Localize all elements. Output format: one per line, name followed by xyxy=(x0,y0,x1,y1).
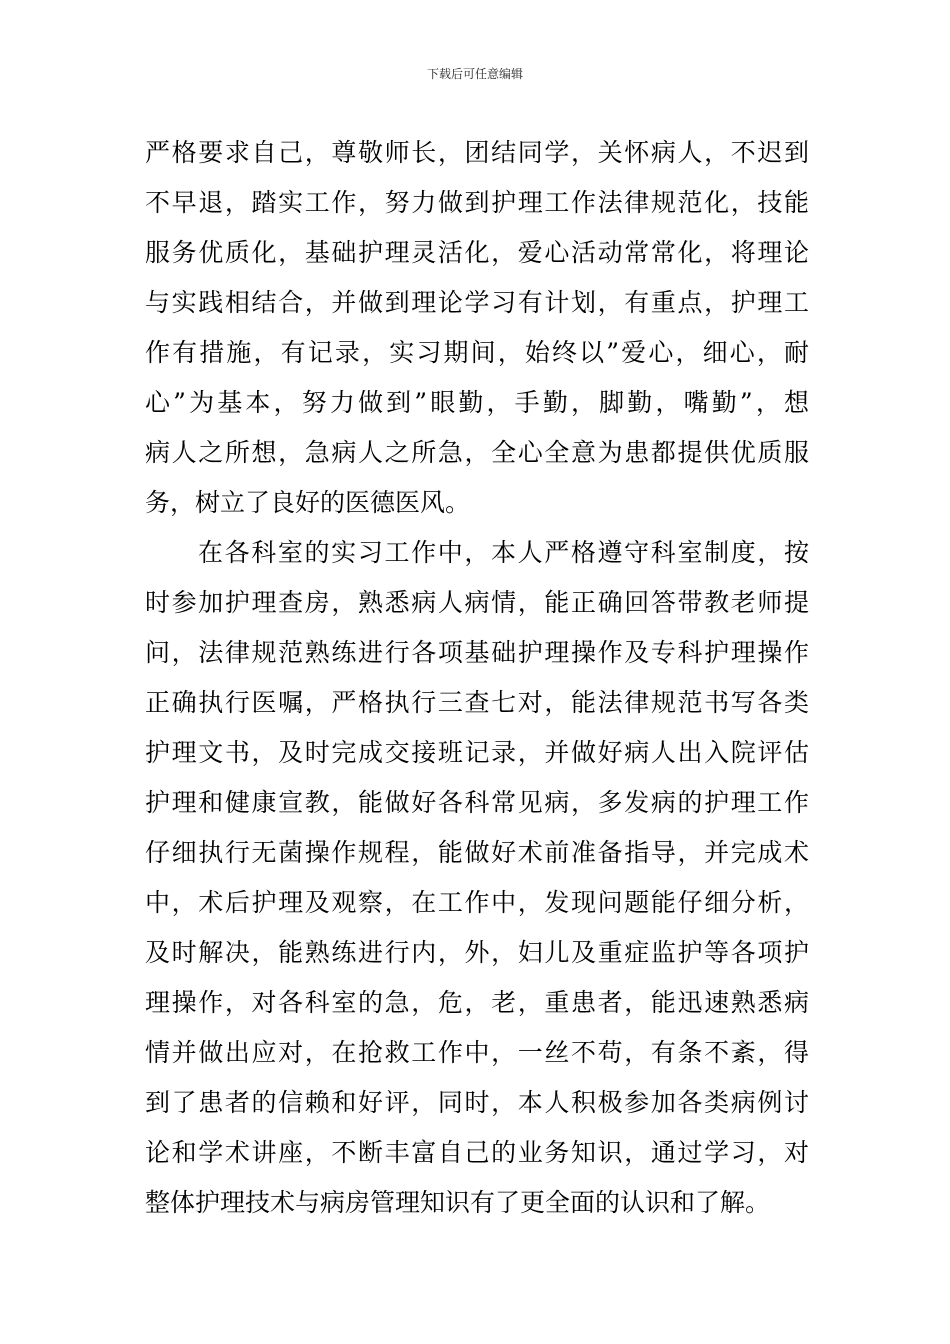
text-line: 论和学术讲座，不断丰富自己的业务知识，通过学习，对 xyxy=(145,1138,809,1167)
paragraph-2 xyxy=(145,528,809,1228)
text-line: 及时解决，能熟练进行内，外，妇儿及重症监护等各项护 xyxy=(145,938,809,967)
text-line: 作有措施，有记录，实习期间，始终以”爱心，细心，耐 xyxy=(145,338,809,367)
text-line: 护理和健康宣教，能做好各科常见病，多发病的护理工作 xyxy=(145,788,809,817)
text-line: 情并做出应对，在抢救工作中，一丝不苟，有条不紊，得 xyxy=(145,1038,809,1067)
paragraph-1 xyxy=(145,128,809,528)
text-line: 仔细执行无菌操作规程，能做好术前准备指导，并完成术 xyxy=(145,838,809,867)
text-line: 理操作，对各科室的急，危，老，重患者，能迅速熟悉病 xyxy=(145,988,809,1017)
text-line: 在各科室的实习工作中，本人严格遵守科室制度，按 xyxy=(198,538,809,567)
text-line: 不早退，踏实工作，努力做到护理工作法律规范化，技能 xyxy=(145,188,809,217)
text-line: 时参加护理查房，熟悉病人病情，能正确回答带教老师提 xyxy=(145,588,809,617)
text-line: 整体护理技术与病房管理知识有了更全面的认识和了解。 xyxy=(145,1188,771,1217)
text-line: 严格要求自己，尊敬师长，团结同学，关怀病人，不迟到 xyxy=(145,138,809,167)
text-line: 护理文书，及时完成交接班记录，并做好病人出入院评估 xyxy=(145,738,809,767)
text-line: 与实践相结合，并做到理论学习有计划，有重点，护理工 xyxy=(145,288,809,317)
text-line: 务，树立了良好的医德医风。 xyxy=(145,488,471,517)
text-line: 服务优质化，基础护理灵活化，爱心活动常常化，将理论 xyxy=(145,238,809,267)
text-line: 到了患者的信赖和好评，同时，本人积极参加各类病例讨 xyxy=(145,1088,809,1117)
text-line: 问，法律规范熟练进行各项基础护理操作及专科护理操作 xyxy=(145,638,809,667)
text-line: 心”为基本，努力做到”眼勤，手勤，脚勤，嘴勤”，想 xyxy=(145,388,809,417)
text-line: 正确执行医嘱，严格执行三查七对，能法律规范书写各类 xyxy=(145,688,809,717)
document-body xyxy=(145,128,809,1228)
text-line: 病人之所想，急病人之所急，全心全意为患都提供优质服 xyxy=(145,438,809,467)
text-line: 中，术后护理及观察，在工作中，发现问题能仔细分析， xyxy=(145,888,809,917)
page-header: 下载后可任意编辑 xyxy=(426,67,523,81)
